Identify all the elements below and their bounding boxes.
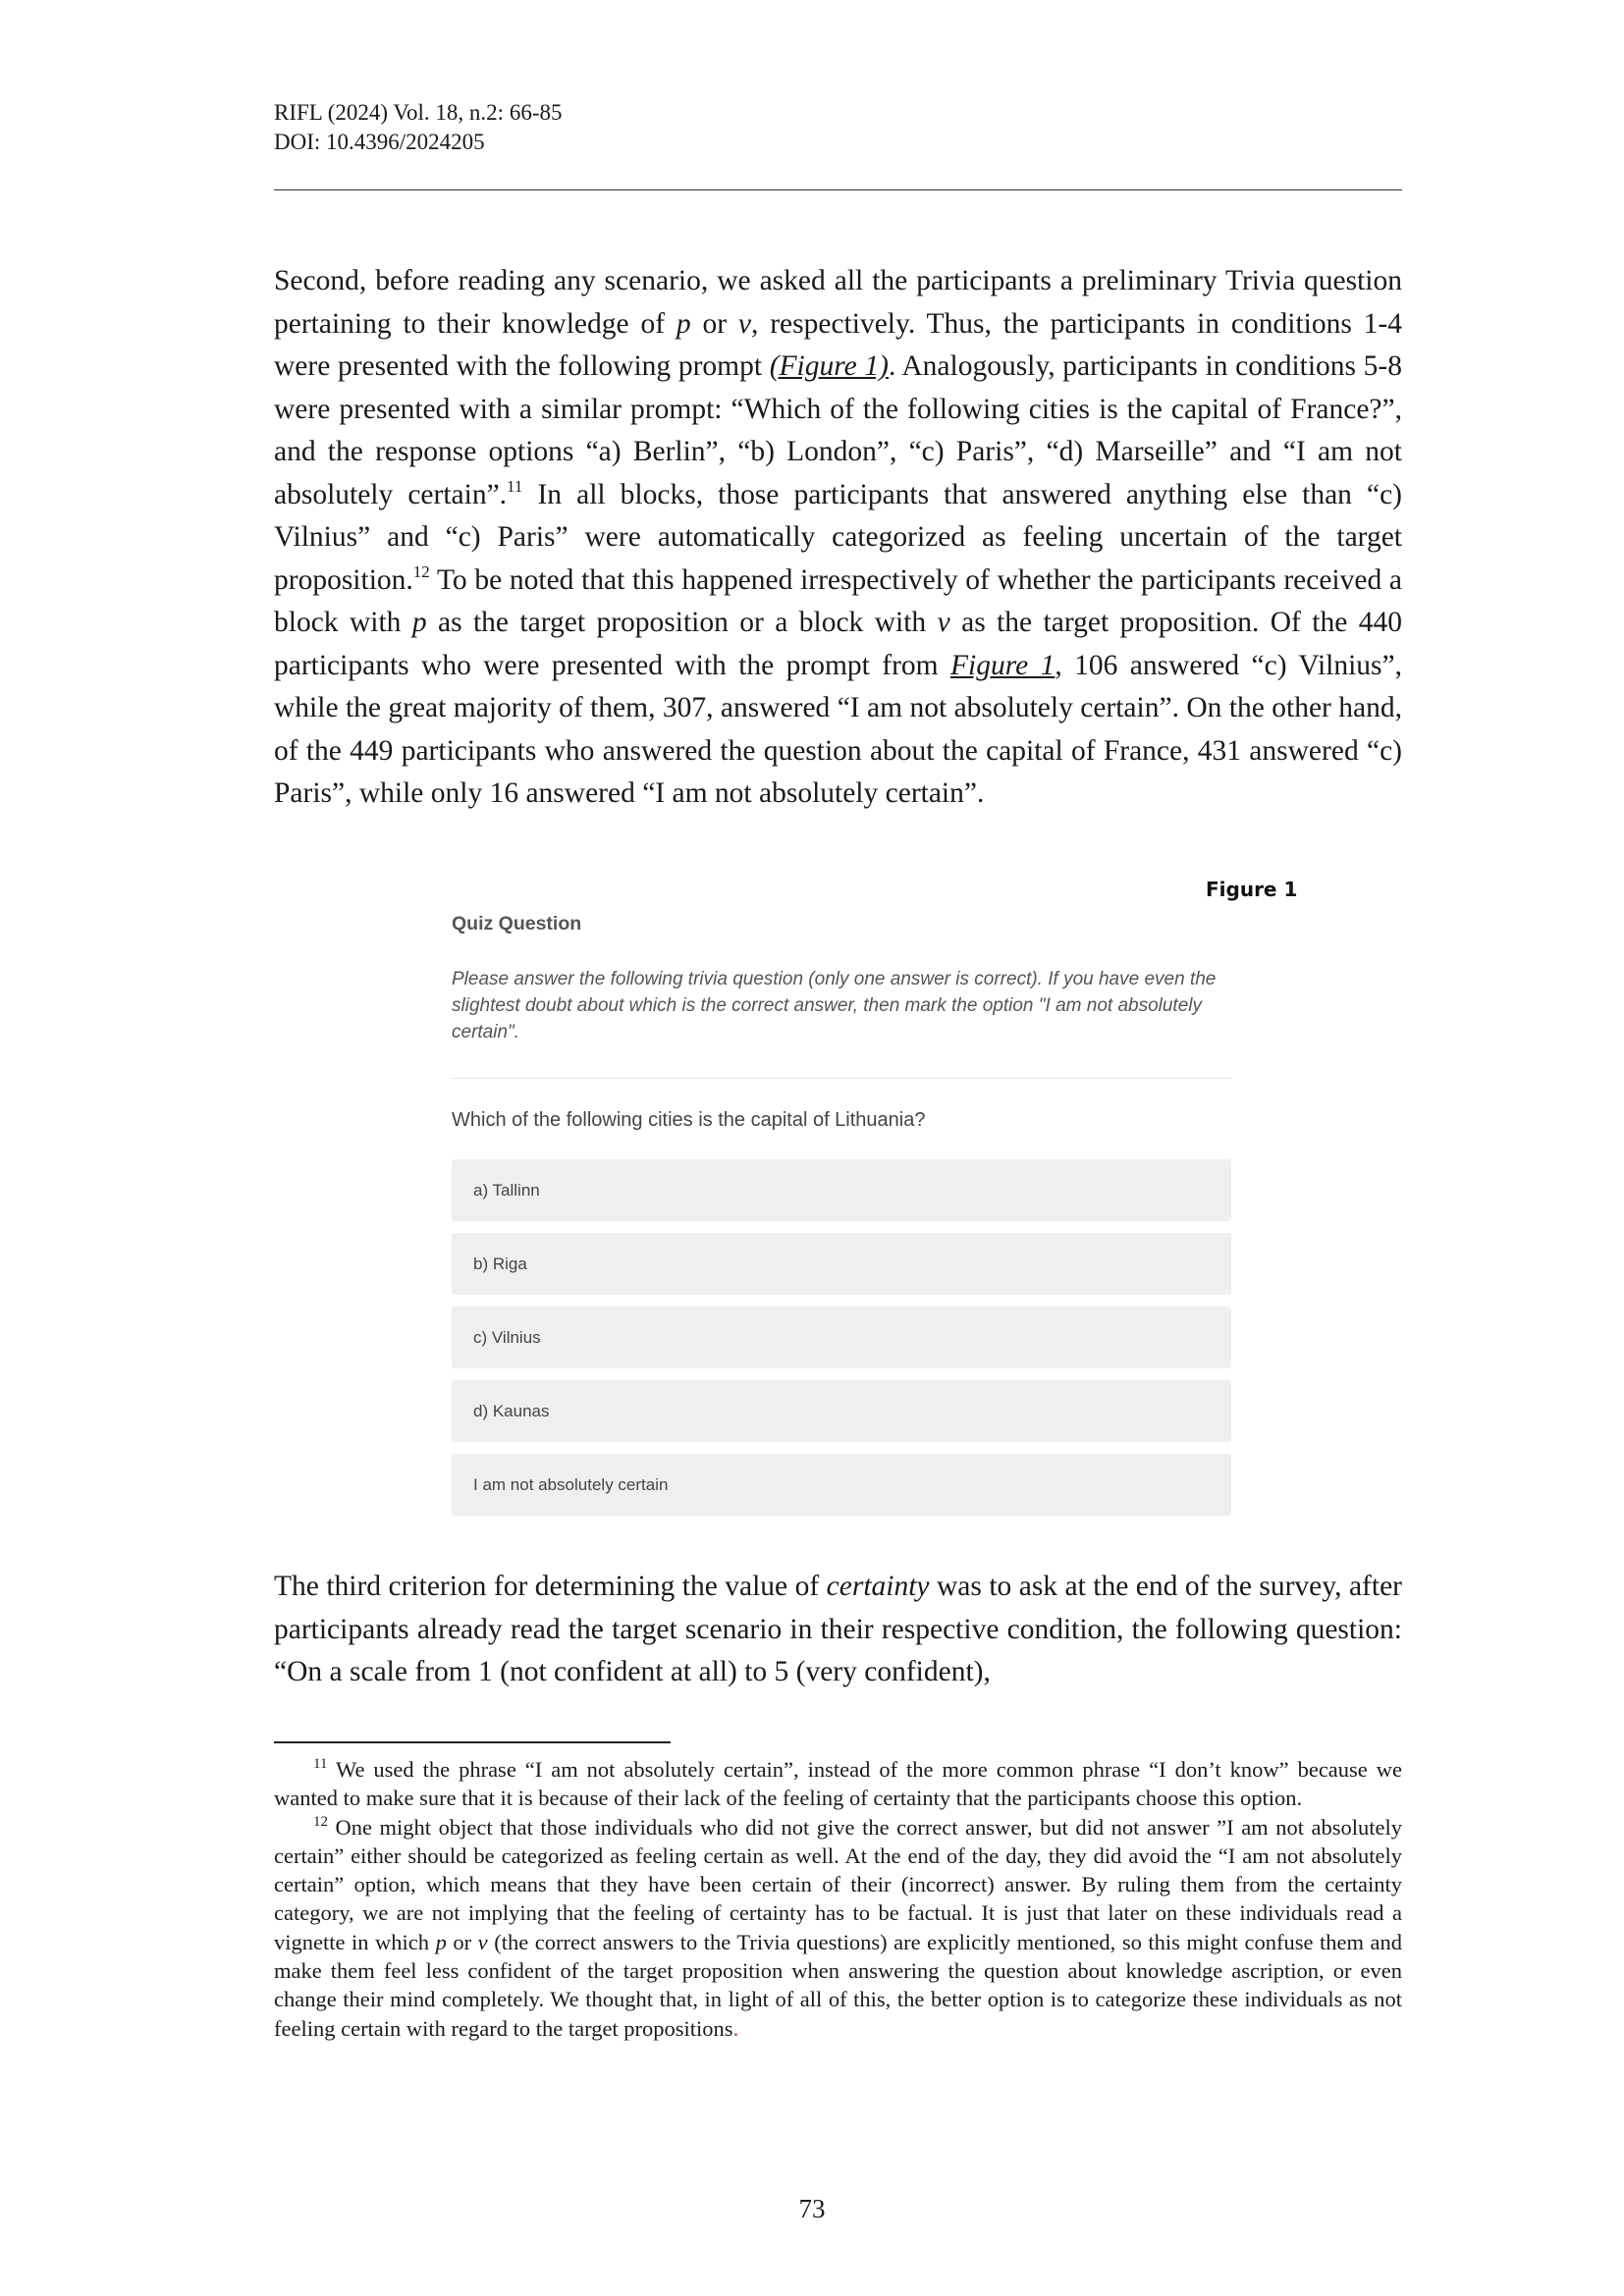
- body-paragraph-1: [274, 260, 1402, 816]
- text-run: In all blocks, those participants that answered anything else than “c) Vilnius” and “c) Paris” were automatically categorized as feeling uncertain of the target proposition.: [274, 478, 1402, 596]
- figure-1-link[interactable]: (Figure 1): [769, 350, 889, 382]
- text-run: as the target proposition or a block with: [426, 607, 938, 638]
- quiz-divider: [452, 1078, 1231, 1079]
- footnote-text: (the correct answers to the Trivia questions) are explicitly mentioned, so this might confuse them and make them feel less confident of the target proposition when answering the question about knowledge ascription, or even change their mind completely. We thought that, in light of all of this, the better option is to categorize these individuals as not feeling certain with regard to the target propositions: [274, 1929, 1402, 2041]
- footnote-ref-11[interactable]: 11: [507, 476, 523, 496]
- emphasis-certainty: certainty: [826, 1571, 930, 1602]
- page-number: 73: [798, 2194, 826, 2223]
- answer-option-vilnius[interactable]: c) Vilnius: [452, 1307, 1231, 1368]
- footnote-text: We used the phrase “I am not absolutely certain”, instead of the more common phrase “I don’t know” because we wanted to make sure that it is because of their lack of the feeling of certainty that the participants choose this option.: [274, 1757, 1402, 1811]
- text-run: or: [690, 307, 738, 340]
- footnote-text: or: [446, 1929, 478, 1954]
- footnote-separator: [274, 1741, 671, 1743]
- footnote-11: [274, 1755, 1402, 1813]
- footnote-text: One might object that those individuals who did not give the correct answer, but did not answer ”I am not absolutely certain” either should be categorized as feeling certain as well. At the end of the day, they did avoid the “I am not absolutely certain” option, which means that they have been certain of their (incorrect) answer. By ruling them from the certainty category, we are not implying that the feeling of certainty has to be factual. It is just that later on these individuals read a vignette in which: [274, 1814, 1402, 1954]
- footnote-number: 11: [313, 1756, 328, 1772]
- variable-p: p: [411, 607, 427, 638]
- variable-v: v: [937, 607, 950, 638]
- answer-option-tallinn[interactable]: a) Tallinn: [452, 1159, 1231, 1221]
- body-paragraph-2: [274, 1566, 1402, 1694]
- footnote-number: 12: [313, 1813, 328, 1830]
- text-run: Second, before reading any scenario, we asked all the participants a preliminary Trivia question pertaining to their knowledge of: [274, 265, 1402, 340]
- quiz-title: Quiz Question: [452, 913, 582, 934]
- answer-option-not-certain[interactable]: I am not absolutely certain: [452, 1454, 1231, 1516]
- text-run: To be noted that this happened irrespectively of whether the participants received a block with: [274, 563, 1402, 638]
- quiz-instructions: Please answer the following trivia question (only one answer is correct). If you have even the slightest doubt about which is the correct answer, then mark the option "I am not absolutely certain".: [452, 969, 1217, 1042]
- footnotes: [274, 1755, 1402, 2043]
- doi: DOI: 10.4396/2024205: [274, 130, 485, 154]
- text-run: as the target proposition. Of the 440 participants who were presented with the prompt from: [274, 607, 1403, 681]
- variable-p: p: [676, 307, 691, 340]
- text-run: was to ask at the end of the survey, after participants already read the target scenario in their respective condition, the following question: “On a scale from 1 (not confident at all) to 5 (very confident),: [274, 1571, 1402, 1687]
- variable-p: p: [435, 1929, 447, 1954]
- footnote-end-mark: .: [732, 2015, 739, 2041]
- running-header: [274, 98, 562, 157]
- quiz-question: Which of the following cities is the capital of Lithuania?: [452, 1109, 926, 1131]
- text-run: The third criterion for determining the value of: [274, 1571, 827, 1602]
- figure-caption: Figure 1: [1206, 878, 1298, 901]
- journal-citation: RIFL (2024) Vol. 18, n.2: 66-85: [274, 100, 563, 125]
- header-divider: [274, 189, 1402, 190]
- text-run: , respectively. Thus, the participants in conditions 1-4 were presented with the following prompt: [274, 307, 1402, 382]
- text-run: , 106 answered “c) Vilnius”, while the great majority of them, 307, answered “I am not absolutely certain”. On the other hand, of the 449 participants who answered the question about the capital of France, 431 answered “c) Paris”, while only 16 answered “I am not absolutely certain”.: [274, 649, 1402, 809]
- quiz-options: [452, 1159, 1231, 1527]
- variable-v: v: [737, 307, 751, 340]
- variable-v: v: [477, 1929, 488, 1954]
- figure-1-link[interactable]: Figure 1: [950, 649, 1056, 681]
- footnote-ref-12[interactable]: 12: [412, 561, 430, 581]
- footnote-12: [274, 1813, 1402, 2043]
- text-run: . Analogously, participants in conditions 5-8 were presented with a similar prompt: “Which of the following cities is the capital of France?”, and the response options “a) Berlin”, “b) London”, “c) Paris”, “d) Marseille” and “I am not absolutely certain”.: [274, 350, 1403, 510]
- answer-option-riga[interactable]: b) Riga: [452, 1233, 1231, 1295]
- answer-option-kaunas[interactable]: d) Kaunas: [452, 1380, 1231, 1442]
